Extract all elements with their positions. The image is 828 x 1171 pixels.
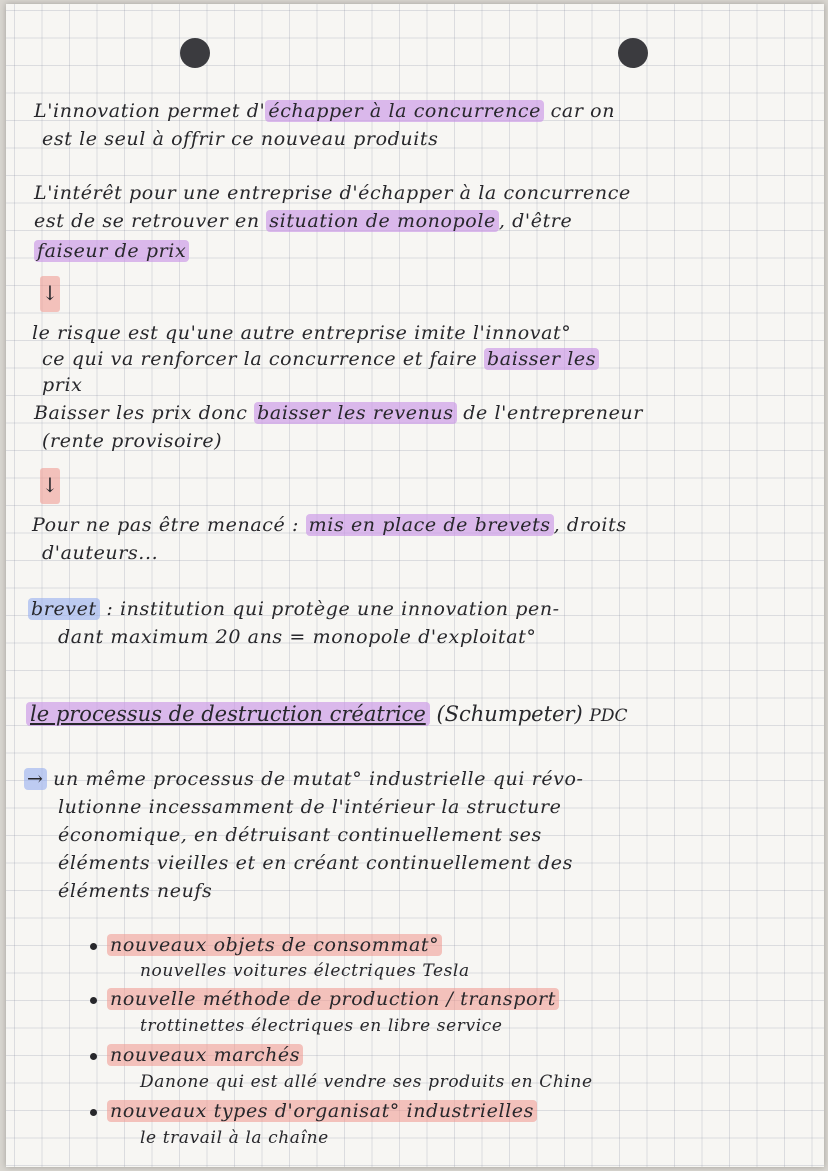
bullet-dot-icon — [90, 1109, 97, 1116]
note-line: est le seul à offrir ce nouveau produits — [42, 128, 439, 150]
note-line: dant maximum 20 ans = monopole d'exploitat° — [58, 626, 537, 648]
bullet-item — [90, 934, 442, 956]
section-title — [26, 702, 627, 726]
note-line: éléments neufs — [58, 880, 213, 902]
note-line: prix — [42, 374, 83, 396]
highlight-purple: mis en place de brevets — [306, 514, 554, 536]
bullet-title: nouveaux objets de consommat° — [107, 934, 442, 956]
bullet-example: Danone qui est allé vendre ses produits en Chine — [140, 1072, 593, 1092]
bullet-title: nouveaux types d'organisat° industrielles — [107, 1100, 537, 1122]
note-line: économique, en détruisant continuellement ses — [58, 824, 542, 846]
note-line: brevet : institution qui protège une innovation pen- — [28, 598, 560, 620]
bullet-title: nouveaux marchés — [107, 1044, 303, 1066]
highlight-purple: baisser les — [484, 348, 599, 370]
note-line: L'intérêt pour une entreprise d'échapper à la concurrence — [34, 182, 631, 204]
bullet-item — [90, 988, 559, 1010]
bullet-example: nouvelles voitures électriques Tesla — [140, 961, 470, 981]
note-line: → un même processus de mutat° industrielle qui révo- — [24, 768, 584, 790]
notebook-page — [6, 4, 824, 1167]
note-line: lutionne incessamment de l'intérieur la structure — [58, 796, 562, 818]
note-line — [34, 240, 189, 262]
note-line: le risque est qu'une autre entreprise imite l'innovat° — [32, 322, 572, 344]
binder-hole-right — [618, 38, 648, 68]
highlight-blue: brevet — [28, 598, 100, 620]
note-line: éléments vieilles et en créant continuellement des — [58, 852, 573, 874]
section-title-main: le processus de destruction créatrice — [26, 702, 430, 726]
bullet-dot-icon — [90, 943, 97, 950]
bullet-item — [90, 1044, 303, 1066]
bullet-title: nouvelle méthode de production / transport — [107, 988, 559, 1010]
arrow-down-icon: ↓ — [40, 276, 60, 312]
arrow-right-icon: → — [24, 768, 47, 790]
note-line: d'auteurs... — [42, 542, 159, 564]
section-author: (Schumpeter) — [436, 702, 583, 726]
bullet-dot-icon — [90, 997, 97, 1004]
note-line: Pour ne pas être menacé : mis en place de brevets , droits — [32, 514, 627, 536]
highlight-purple: faiseur de prix — [34, 240, 189, 262]
bullet-item — [90, 1100, 537, 1122]
note-line: Baisser les prix donc baisser les revenus de l'entrepreneur — [34, 402, 643, 424]
highlight-purple: échapper à la concurrence — [265, 100, 544, 122]
note-line: (rente provisoire) — [42, 430, 223, 452]
bullet-example: le travail à la chaîne — [140, 1128, 329, 1148]
note-line: est de se retrouver en situation de monopole , d'être — [34, 210, 573, 232]
highlight-purple: situation de monopole — [266, 210, 499, 232]
highlight-purple: baisser les revenus — [254, 402, 456, 424]
note-line: ce qui va renforcer la concurrence et faire baisser les — [42, 348, 599, 370]
arrow-down-icon: ↓ — [40, 468, 60, 504]
section-tag: PDC — [589, 706, 628, 726]
binder-hole-left — [180, 38, 210, 68]
bullet-example: trottinettes électriques en libre service — [140, 1016, 503, 1036]
note-line: L'innovation permet d' échapper à la concurrence car on — [34, 100, 616, 122]
bullet-dot-icon — [90, 1053, 97, 1060]
